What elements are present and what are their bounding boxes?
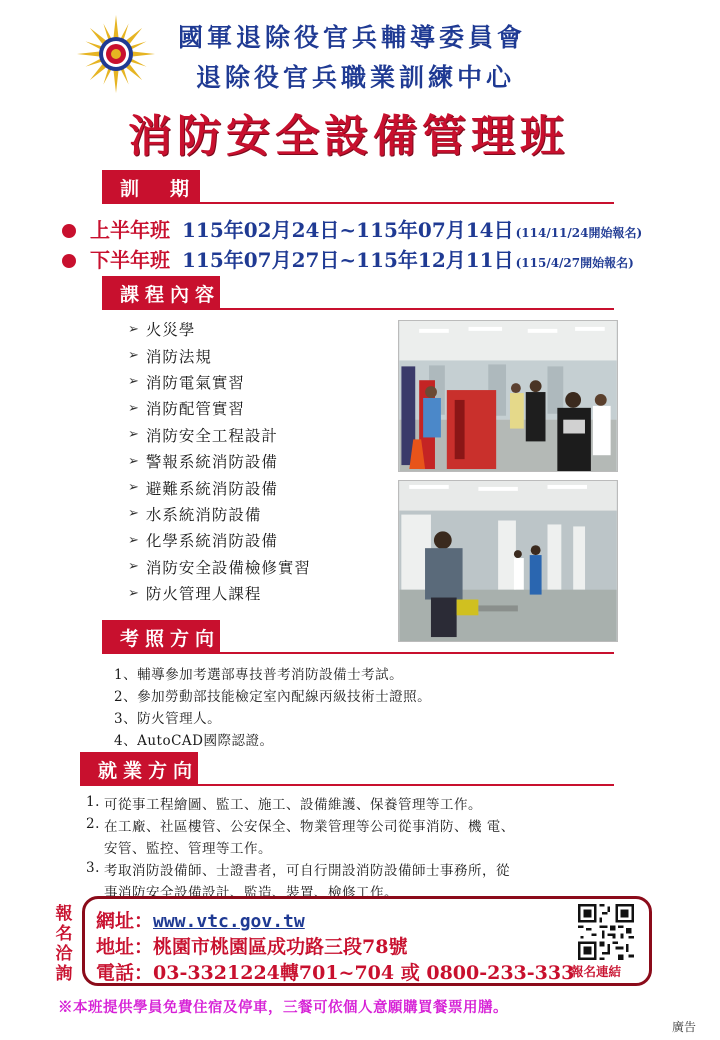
qr-label: 報名連結 xyxy=(571,964,622,979)
address-line: 地址：桃園市桃園區成功路三段78號 xyxy=(96,936,408,958)
employment-list xyxy=(86,794,515,904)
phone-text: 03-3321224轉701~704 或 0800-233-333 xyxy=(153,962,575,984)
schedule-dates: 115年02月24日~115年07月14日 xyxy=(182,218,514,242)
schedule-label: 下半年班 xyxy=(90,248,170,272)
ad-label: 廣告 xyxy=(672,1020,697,1034)
qr-code-icon[interactable] xyxy=(578,904,634,960)
list-item: 1. 可從事工程繪圖、監工、施工、設備維護、保養管理等工作。 xyxy=(86,794,482,813)
schedule-row xyxy=(62,244,634,273)
arrow-bullet-icon: ➢ xyxy=(128,348,140,364)
arrow-bullet-icon: ➢ xyxy=(128,585,140,601)
bullet-dot-icon xyxy=(62,224,76,238)
course-list xyxy=(128,316,311,606)
training-photo-1 xyxy=(398,320,618,472)
section-header-courses: 課程內容 xyxy=(102,276,220,310)
website-line: 網址：www.vtc.gov.tw xyxy=(96,910,305,932)
schedule-note: (114/11/24開始報名) xyxy=(515,226,643,240)
arrow-bullet-icon: ➢ xyxy=(128,559,140,575)
arrow-bullet-icon: ➢ xyxy=(128,400,140,416)
list-item: ➢ 水系統消防設備 xyxy=(128,505,262,524)
address-text: 桃園市桃園區成功路三段78號 xyxy=(153,936,408,958)
page-title: 消防安全設備管理班 xyxy=(128,111,569,162)
arrow-bullet-icon: ➢ xyxy=(128,374,140,390)
list-item: ➢ 避難系統消防設備 xyxy=(128,479,278,498)
section-header-schedule: 訓 期 xyxy=(102,170,200,204)
arrow-bullet-icon: ➢ xyxy=(128,480,140,496)
list-item: 3、防火管理人。 xyxy=(114,711,222,727)
section-divider xyxy=(220,652,614,654)
section-divider xyxy=(220,308,614,310)
bullet-dot-icon xyxy=(62,254,76,268)
list-item: ➢ 化學系統消防設備 xyxy=(128,532,278,551)
org-name-line2: 退除役官兵職業訓練中心 xyxy=(196,63,516,92)
list-item: ➢ 消防電氣實習 xyxy=(128,373,245,392)
emblem-logo xyxy=(76,14,156,94)
contact-side-label: 報名洽詢 xyxy=(55,904,73,984)
list-item: ➢ 防火管理人課程 xyxy=(128,585,262,604)
arrow-bullet-icon: ➢ xyxy=(128,321,140,337)
list-item: 2、參加勞動部技能檢定室內配線丙級技術士證照。 xyxy=(114,689,432,705)
list-item: 2. 在工廠、社區樓管、公安保全、物業管理等公司從事消防、機 電、 安管、監控、管理等工作。 xyxy=(86,816,515,857)
org-name-line1: 國軍退除役官兵輔導委員會 xyxy=(178,23,527,52)
section-divider xyxy=(200,202,614,204)
arrow-bullet-icon: ➢ xyxy=(128,427,140,443)
arrow-bullet-icon: ➢ xyxy=(128,453,140,469)
license-list xyxy=(114,662,431,750)
schedule-label: 上半年班 xyxy=(90,218,170,242)
training-photo-2 xyxy=(398,480,618,642)
website-link[interactable]: www.vtc.gov.tw xyxy=(153,911,305,932)
list-item: 1、輔導參加考選部專技普考消防設備士考試。 xyxy=(114,667,404,683)
list-item: ➢ 警報系統消防設備 xyxy=(128,453,278,472)
list-item: ➢ 消防法規 xyxy=(128,347,212,366)
footer-note: ※本班提供學員免費住宿及停車，三餐可依個人意願購買餐票用膳。 xyxy=(58,999,508,1016)
phone-line: 電話：03-3321224轉701~704 或 0800-233-333 xyxy=(96,962,575,984)
schedule-row xyxy=(62,214,642,243)
list-item: ➢ 消防安全工程設計 xyxy=(128,426,278,445)
arrow-bullet-icon: ➢ xyxy=(128,506,140,522)
arrow-bullet-icon: ➢ xyxy=(128,532,140,548)
list-item: ➢ 消防安全設備檢修實習 xyxy=(128,558,311,577)
list-item: ➢ 消防配管實習 xyxy=(128,400,245,419)
list-item: ➢ 火災學 xyxy=(128,321,196,340)
schedule-note: (115/4/27開始報名) xyxy=(515,256,634,270)
section-divider xyxy=(198,784,614,786)
schedule-dates: 115年07月27日~115年12月11日 xyxy=(182,248,514,272)
section-header-employment: 就業方向 xyxy=(80,752,198,786)
list-item: 3. 考取消防設備師、士證書者，可自行開設消防設備師士事務所，從 事消防安全設備設計、監造、裝置、檢修工作。 xyxy=(86,860,510,901)
section-header-licenses: 考照方向 xyxy=(102,620,220,654)
list-item: 4、AutoCAD國際認證。 xyxy=(114,733,274,749)
